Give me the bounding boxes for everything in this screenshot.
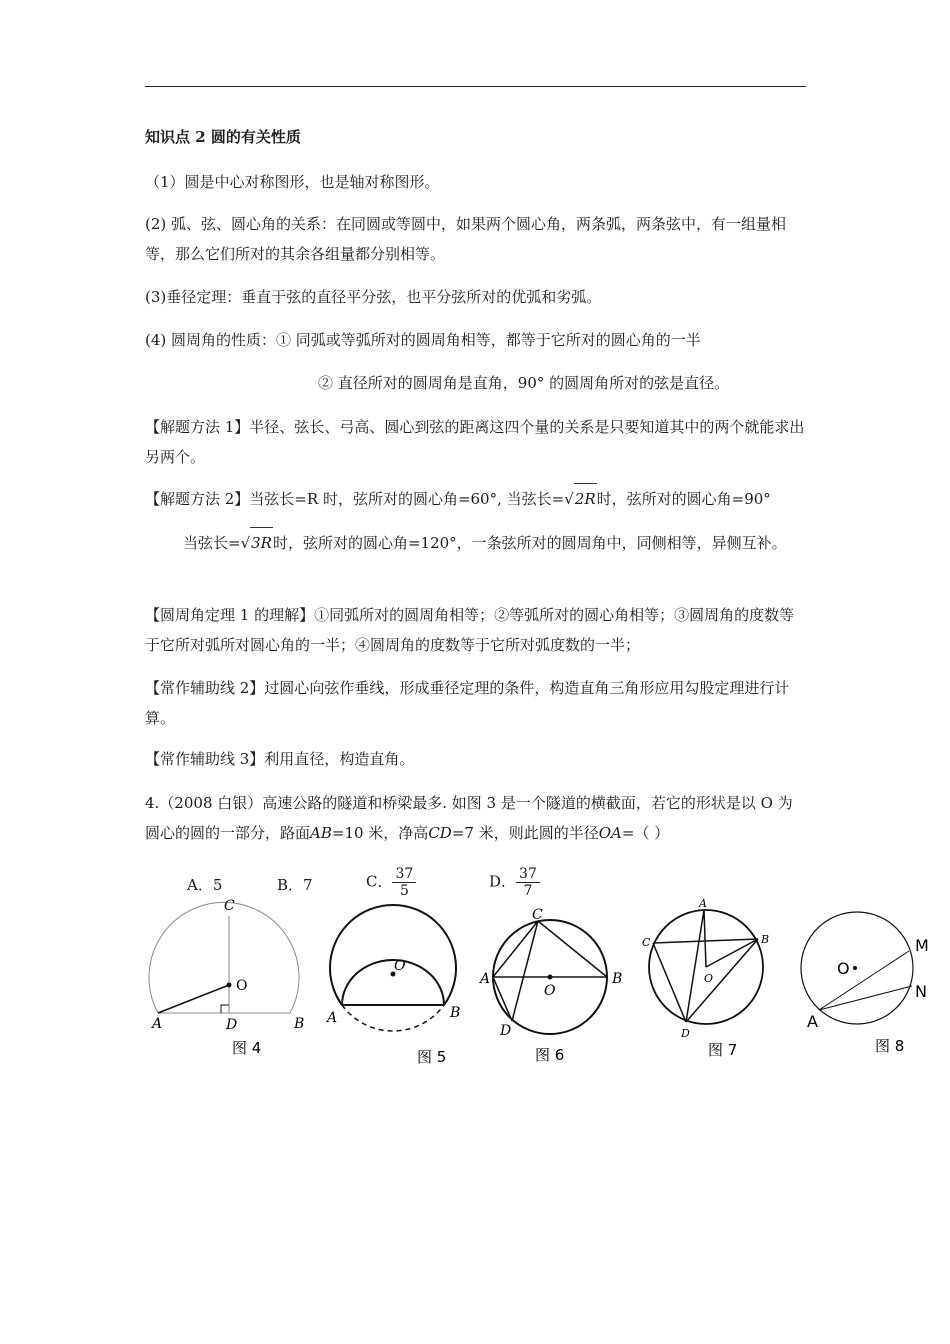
fig4-label-b: B: [294, 1016, 305, 1032]
figure-4: [140, 895, 320, 1055]
point-4-sub2: ② 直径所对的圆周角是直角，90° 的圆周角所对的弦是直径。: [318, 374, 730, 392]
fig6-label-o: O: [544, 983, 556, 999]
fraction-37-7: $\frac{37}{7}$: [516, 866, 540, 899]
figure-5: [322, 895, 472, 1070]
fig6-chord-cb: [538, 921, 607, 977]
method-2-line2: 当弦长=√3R时，弦所对的圆心角=120°，一条弦所对的圆周角中，同侧相等，异侧互补。: [183, 527, 806, 558]
point-4: (4) 圆周角的性质：① 同弧或等弧所对的圆周角相等，都等于它所对的圆心角的一半: [145, 331, 701, 349]
figure-6: [478, 895, 628, 1070]
fig6-label-d: D: [500, 1023, 512, 1039]
fig4-label-c: C: [224, 898, 235, 914]
fig4-label-a: A: [152, 1016, 163, 1032]
fig5-minor-arc-dashed: [342, 1005, 444, 1031]
point-1: （1）圆是中心对称图形，也是轴对称图形。: [145, 173, 440, 191]
point-3: (3)垂径定理：垂直于弦的直径平分弦，也平分弦所对的优弧和劣弧。: [145, 288, 602, 306]
fig4-label-o: O: [236, 978, 248, 994]
method-2-line1: 【解题方法 2】当弦长=R 时，弦所对的圆心角=60°, 当弦长=√2R时，弦所对的圆心角=90°: [145, 483, 806, 514]
option-a: A．5: [187, 876, 223, 894]
option-d: D． $\frac{37}{7}$: [489, 866, 540, 899]
fig7-label-a: A: [699, 897, 707, 910]
fig5-label-o: O: [394, 958, 406, 974]
method-1: 【解题方法 1】半径、弦长、弓高、圆心到弦的距离这四个量的关系是只要知道其中的两个就能求出另两个。: [145, 418, 805, 466]
fig7-radius-oa: [704, 910, 706, 967]
fig8-center-dot: [853, 966, 857, 970]
fig7-label-d: D: [681, 1027, 690, 1040]
aux-line-3: 【常作辅助线 3】利用直径，构造直角。: [145, 750, 415, 768]
point-2: (2) 弧、弦、圆心角的关系：在同圆或等圆中，如果两个圆心角，两条弧，两条弦中，有一组量相等，那么它们所对的其余各组量都分别相等。: [145, 215, 787, 263]
sqrt3-expression: √3R: [241, 534, 273, 552]
fig7-caption: 图 7: [708, 1041, 738, 1059]
fig7-label-b: B: [761, 933, 770, 946]
fig4-radius-oa: [158, 985, 229, 1013]
fig6-caption: 图 6: [535, 1046, 565, 1064]
question-4: 4.（2008 白银）高速公路的隧道和桥梁最多. 如图 3 是一个隧道的横截面，若它的形状是以 O 为圆心的圆的一部分，路面AB=10 米，净高CD=7 米，则此圆的半径OA=（ ）: [145, 794, 793, 842]
fig8-label-n: N: [915, 982, 927, 1001]
option-c: C． $\frac{37}{5}$: [366, 866, 416, 899]
fig7-label-c: C: [642, 936, 651, 949]
option-b: B．7: [277, 876, 313, 894]
fig4-label-d: D: [226, 1017, 238, 1033]
fig8-caption: 图 8: [875, 1037, 905, 1055]
sqrt2-expression: √2R: [564, 490, 596, 508]
fraction-37-5: $\frac{37}{5}$: [392, 866, 416, 899]
fig6-label-b: B: [612, 971, 623, 987]
fig5-major-arc: [330, 905, 456, 1005]
figure-8: [795, 895, 930, 1065]
fig6-chord-ad: [493, 977, 512, 1021]
fig4-center-dot: [227, 983, 232, 988]
fig8-chord-am: [819, 951, 909, 1010]
header-rule: [145, 86, 806, 87]
fig6-label-a: A: [480, 971, 491, 987]
aux-line-2: 【常作辅助线 2】过圆心向弦作垂线，形成垂径定理的条件，构造直角三角形应用勾股定理进行计算。: [145, 679, 790, 727]
fig5-label-a: A: [327, 1010, 338, 1026]
fig8-label-o: O: [837, 959, 850, 978]
figure-7: [636, 895, 786, 1065]
fig4-caption: 图 4: [232, 1039, 262, 1057]
fig6-label-c: C: [532, 907, 543, 923]
fig5-inner-arc: [342, 960, 444, 1005]
fig7-label-o: O: [704, 972, 714, 985]
fig8-label-m: M: [915, 936, 929, 955]
fig7-radius-ob: [706, 939, 758, 967]
fig5-caption: 图 5: [417, 1048, 447, 1066]
fig4-arc: [149, 902, 299, 1013]
fig6-center-dot: [548, 975, 553, 980]
fig5-label-b: B: [450, 1005, 461, 1021]
section-title: 知识点 2 圆的有关性质: [145, 128, 301, 146]
fig4-right-angle-mark: [221, 1005, 229, 1013]
theorem-1: 【圆周角定理 1 的理解】①同弧所对的圆周角相等；②等弧所对的圆心角相等；③圆周角的度数等于它所对弧所对圆心角的一半；④圆周角的度数等于它所对弧度数的一半；: [145, 606, 795, 654]
fig8-label-a: A: [807, 1012, 818, 1031]
